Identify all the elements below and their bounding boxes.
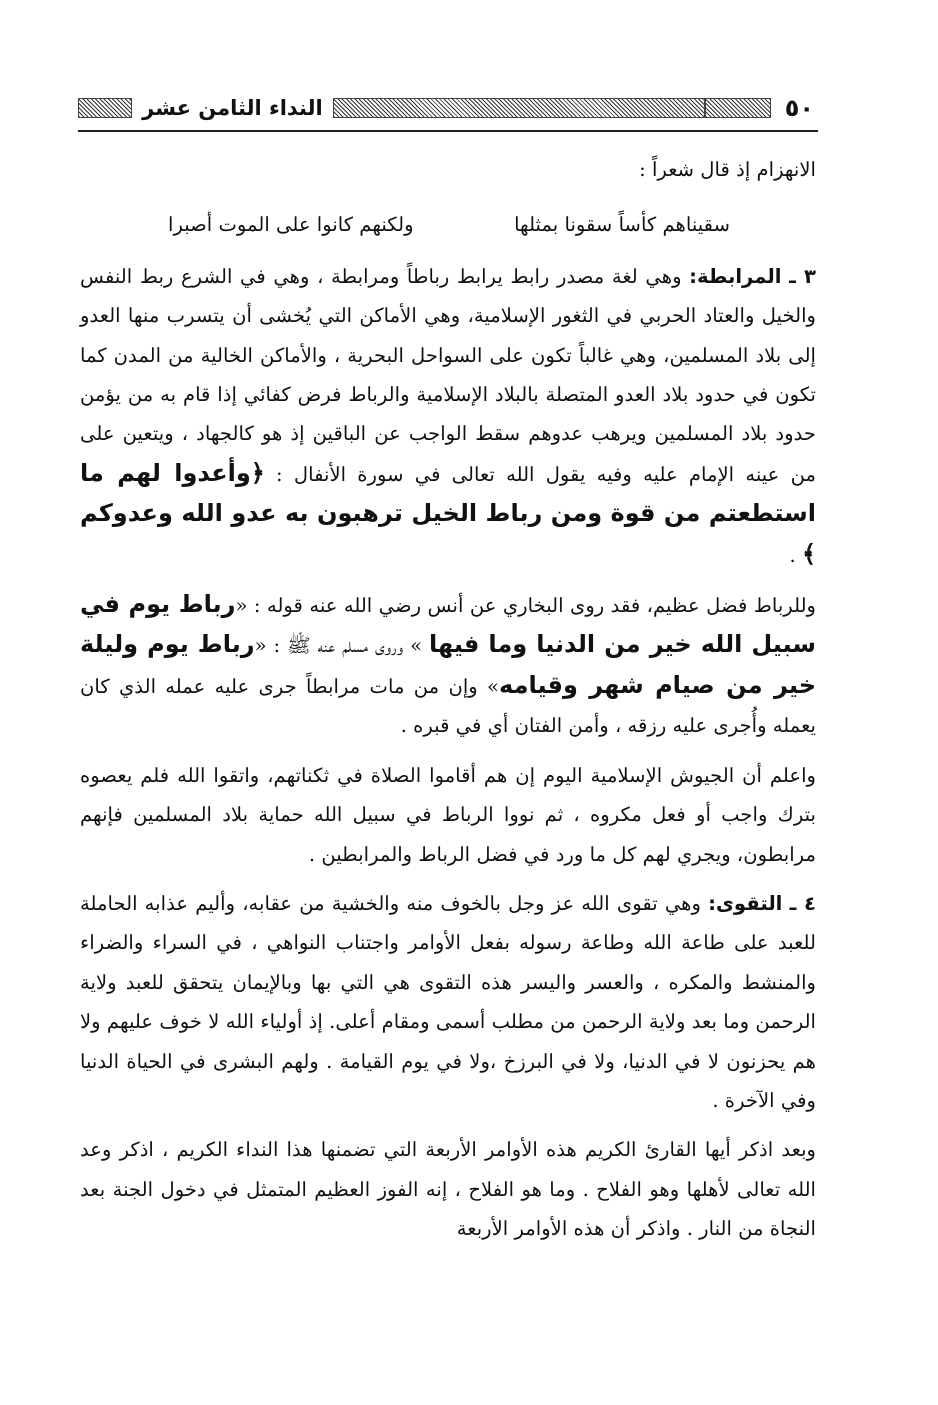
poem-first-hemistich: سقيناهم كأساً سقونا بمثلها: [514, 213, 730, 237]
section-taqwa: [80, 884, 816, 1120]
virtue-text-2: » وروى مسلم عنه ﷺ : «: [254, 634, 429, 658]
hadith-2: رباط يوم وليلة خير من صيام شهر وقيامه: [80, 630, 816, 699]
section-ribat: [80, 257, 816, 575]
section-end: .: [789, 543, 802, 567]
header-ornament-left: [78, 98, 132, 118]
virtue-text-1: وللرباط فضل عظيم، فقد روى البخاري عن أنس رضي الله عنه قوله : «: [235, 594, 817, 618]
header-ornament-middle: [333, 98, 705, 118]
poem-second-hemistich: ولكنهم كانوا على الموت أصبرا: [168, 213, 414, 237]
quran-verse: ﴿وأعدوا لهم ما استطعتم من قوة ومن رباط الخيل ترهبون به عدو الله وعدوكم ﴾: [80, 458, 816, 568]
header-ornament-right: [705, 98, 771, 118]
virtue-text-3: » وإن من مات مرابطاً جرى عليه عمله الذي كان يعمله وأُجرى عليه رزقه ، وأمن الفتان أي في قبره .: [80, 674, 816, 738]
poem-verse: [80, 197, 816, 252]
closing-paragraph: وبعد اذكر أيها القارئ الكريم هذه الأوامر الأربعة التي تضمنها هذا النداء الكريم ، اذكر وعد الله تعالى لأهلها وهو الفلاح . وما هو الفلاح ، إنه الفوز العظيم المتمثل في دخول الجنة بعد النجاة من النار . واذكر أن هذه الأوامر الأربعة: [80, 1138, 816, 1241]
section-text: وهي لغة مصدر رابط يرابط رباطاً ومرابطة ، وهي في الشرع ربط النفس والخيل والعتاد الحربي في الثغور الإسلامية، وهي الأماكن التي يُخشى أن يتسرب منها العدو إلى بلاد المسلمين، وهي غالباً تكون على السواحل البحرية ، والأماكن الخالية من المدن كما تكون في حدود بلاد العدو المتصلة بالبلاد الإسلامية والرباط فرض كفائي إذا قام به من يؤمن حدود بلاد المسلمين ويرهب عدوهم سقط الواجب عن الباقين إذ هو كالجهاد ، ويتعين على من عينه الإمام عليه وفيه يقول الله تعالى في سورة الأنفال :: [80, 264, 816, 486]
page-number: ٥٠: [784, 94, 814, 122]
section-term: التقوى:: [708, 891, 783, 915]
chapter-title: النداء الثامن عشر: [142, 96, 323, 120]
section-text: وهي تقوى الله عز وجل بالخوف منه والخشية من عقابه، وأليم عذابه الحاملة للعبد على طاعة الله وطاعة رسوله بفعل الأوامر واجتناب النواهي ، في السراء والضراء والمنشط والمكره ، والعسر واليسر هذه التقوى هي التي بها وبالإيمان يتحقق للعبد ولاية الرحمن وما بعد ولاية الرحمن من مطلب أسمى ومقام أعلى. إذ أولياء الله لا خوف عليهم ولا هم يحزنون لا في الدنيا، ولا في البرزخ ،ولا في يوم القيامة . ولهم البشرى في الحياة الدنيا وفي الآخرة .: [80, 891, 816, 1112]
page-body: [80, 150, 816, 1249]
ribat-virtue-paragraph: [80, 585, 816, 746]
section-term: المرابطة:: [689, 264, 782, 288]
armies-paragraph: واعلم أن الجيوش الإسلامية اليوم إن هم أقاموا الصلاة في ثكناتهم، واتقوا الله فلم يعصوه بترك واجب أو فعل مكروه ، ثم نووا الرباط في سبيل الله حماية بلاد المسلمين فإنهم مرابطون، ويجري لهم كل ما ورد في فضل الرباط والمرابطين .: [80, 763, 816, 866]
section-number: ٤ ـ: [789, 891, 816, 915]
section-number: ٣ ـ: [789, 264, 816, 288]
hadith-1: رباط يوم في سبيل الله خير من الدنيا وما فيها: [80, 590, 816, 659]
intro-line: الانهزام إذ قال شعراً :: [639, 158, 816, 181]
page-header: [78, 86, 818, 132]
